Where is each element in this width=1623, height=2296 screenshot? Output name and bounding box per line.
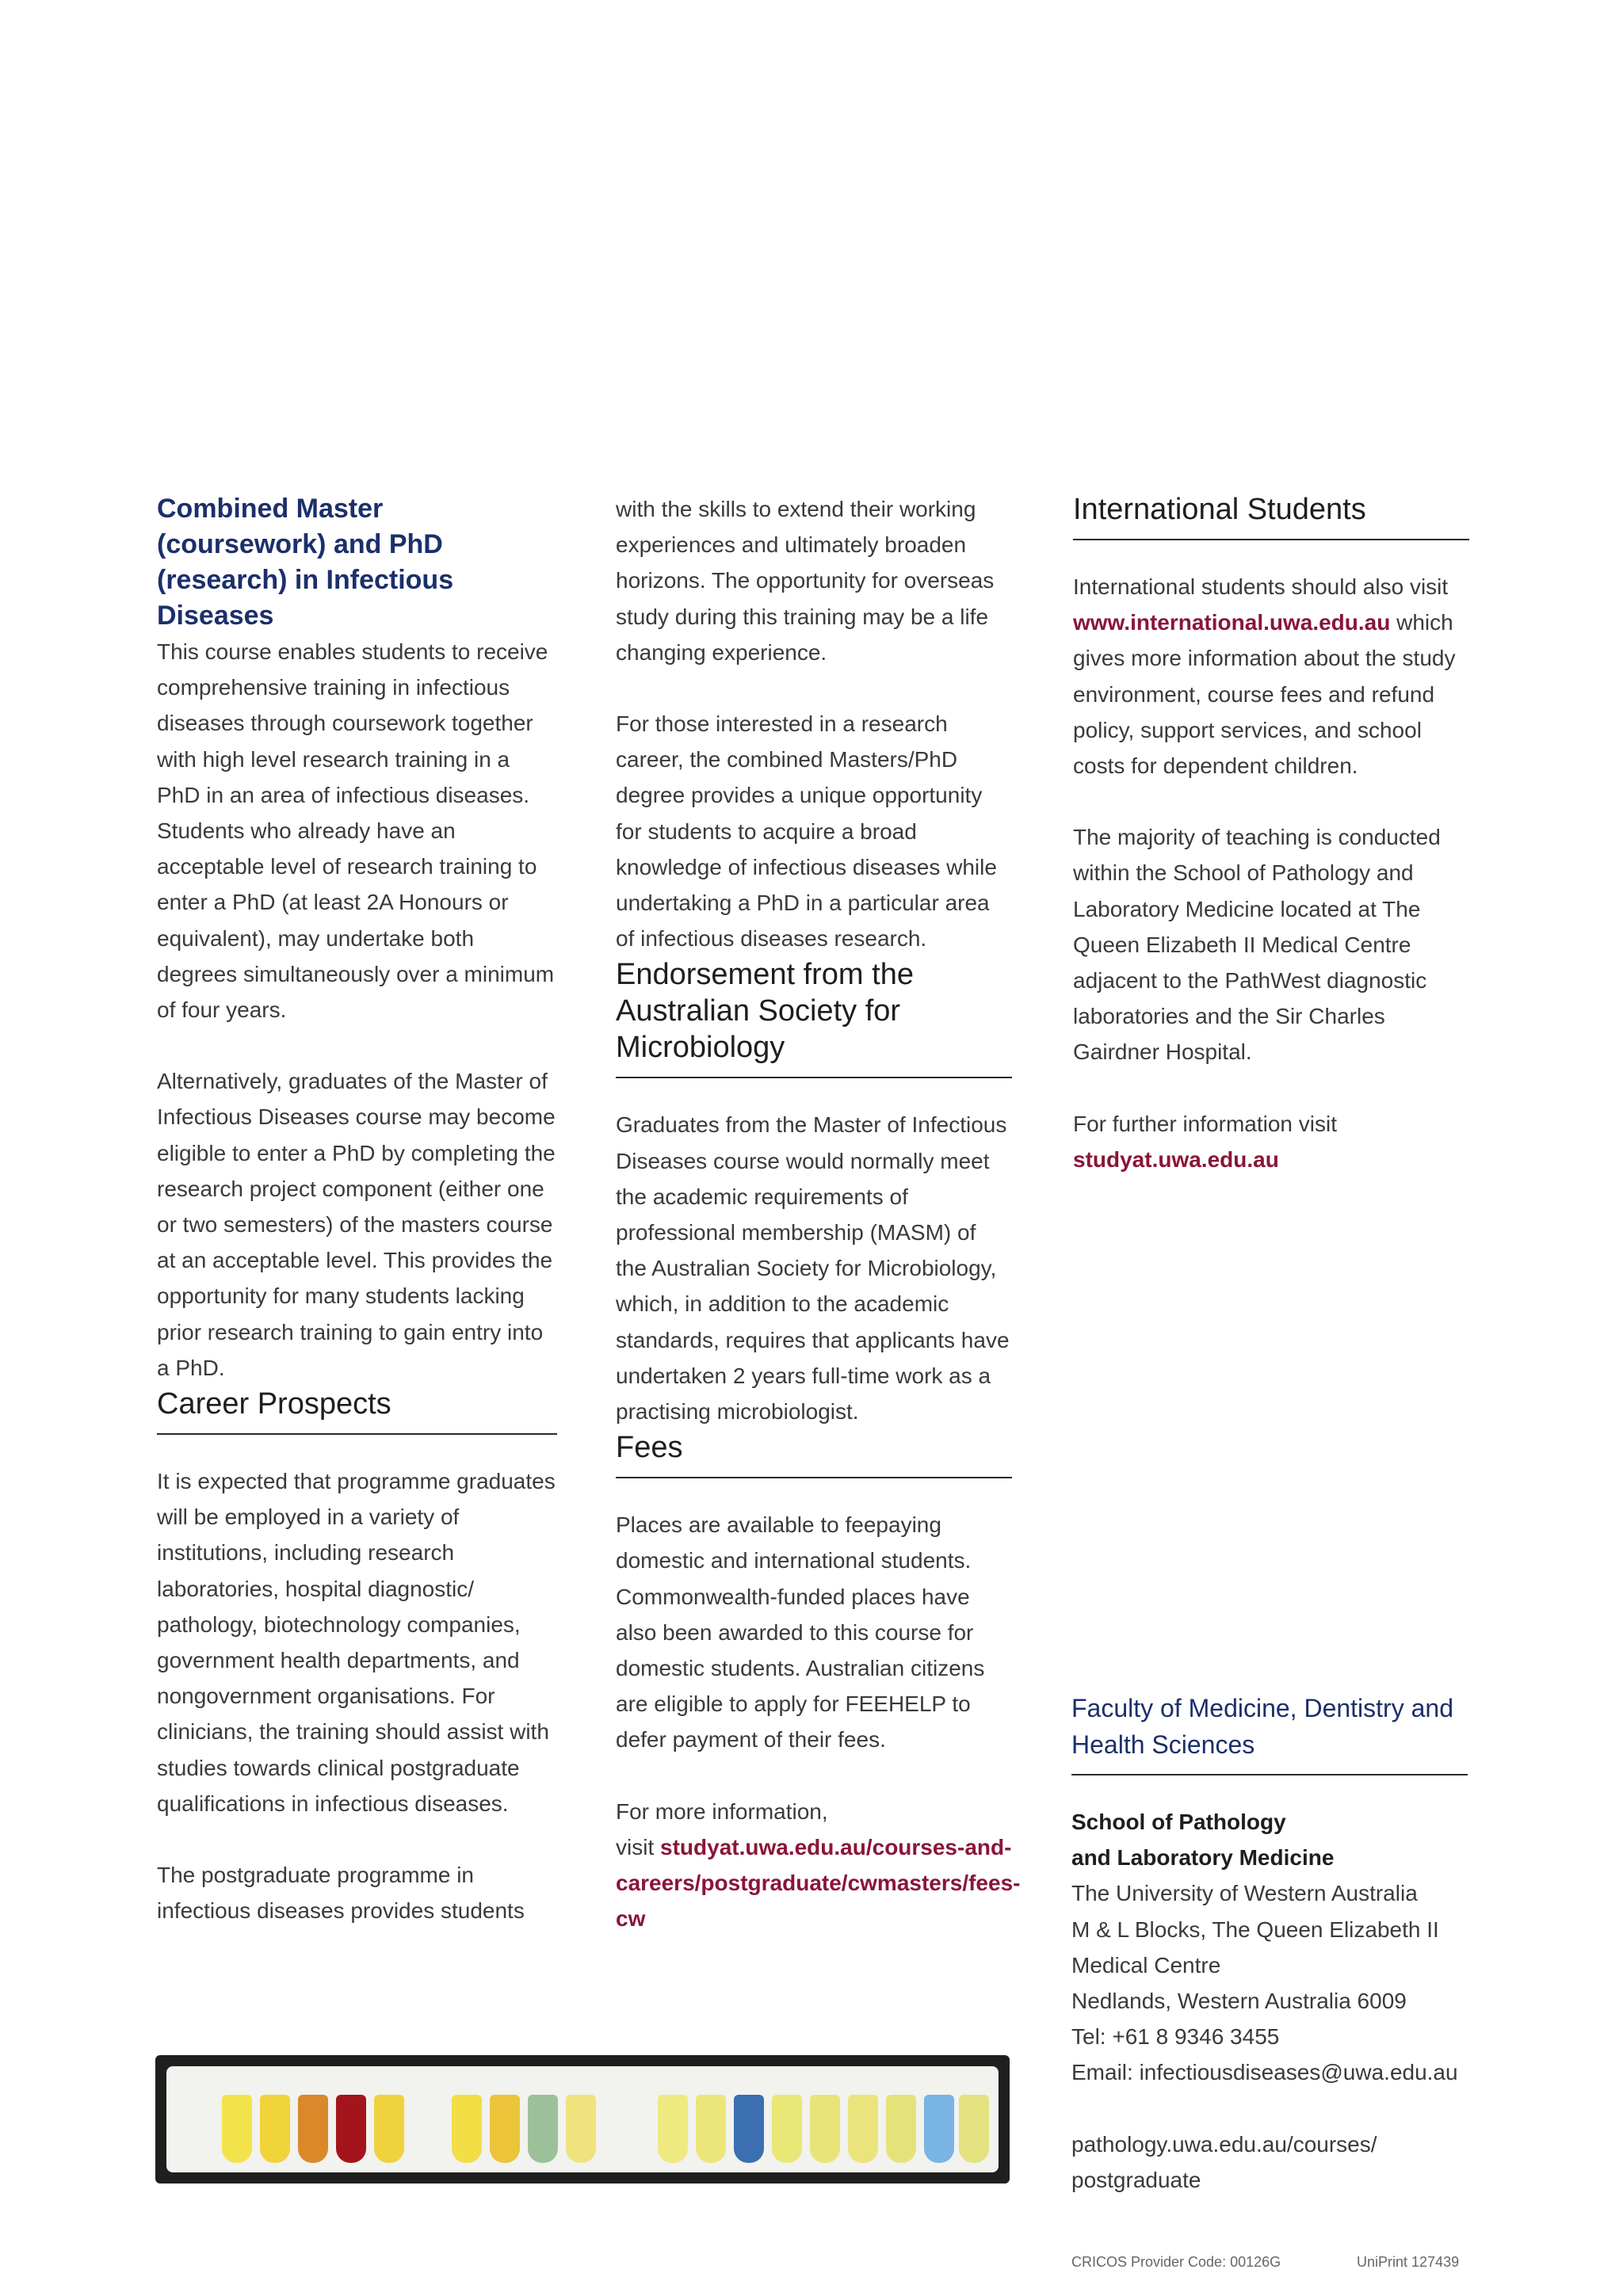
section-divider [616, 1477, 1012, 1478]
combined-course-heading: Combined Master (coursework) and PhD (research) in Infectious Diseases [157, 494, 454, 631]
international-text-a: International students should also visit [1073, 574, 1449, 599]
section-divider [616, 1077, 1012, 1078]
address-line-4: Nedlands, Western Australia 6009 [1071, 1989, 1407, 2014]
international-students-heading: International Students [1073, 493, 1366, 526]
endorsement-heading: Endorsement from the Australian Society for Microbiology [616, 958, 914, 1065]
career-continued-paragraph: with the skills to extend their working experiences and ultimately broaden horizons. The opportunity for overseas study during this training may be a life changing experience. [616, 497, 995, 665]
section-divider [157, 1433, 557, 1435]
test-tube [298, 2095, 328, 2163]
test-tube [734, 2095, 764, 2163]
test-tube [886, 2095, 916, 2163]
fees-paragraph: Places are available to feepaying domestic and international students. Commonwealth-funded places have also been awarded to this course for domestic students. Australian citizens are eligible to apply for FEEHELP to defer payment of their fees. [616, 1512, 985, 1753]
teaching-paragraph: The majority of teaching is conducted within the School of Pathology and Laboratory Medicine located at The Queen Elizabeth II Medical Centre adjacent to the PathWest diagnostic laboratories and the Sir Charles Gairdner Hospital. [1073, 825, 1441, 1065]
website-line-2: postgraduate [1071, 2167, 1201, 2192]
column-right [1073, 491, 1469, 1177]
address-line-2: M & L Blocks, The Queen Elizabeth II [1071, 1917, 1439, 1942]
test-tube [848, 2095, 878, 2163]
combined-course-paragraph-2: Alternatively, graduates of the Master of Infectious Diseases course may become eligible to enter a PhD by completing the research project component (either one or two semesters) of the masters course at an acceptable level. This provides the opportunity for many students lacking prior research training to gain entry into a PhD. [157, 1069, 556, 1380]
more-info-line: For more information, [616, 1798, 828, 1824]
test-tube [452, 2095, 482, 2163]
studyat-link[interactable]: studyat.uwa.edu.au [1073, 1146, 1279, 1172]
email: Email: infectiousdiseases@uwa.edu.au [1071, 2060, 1458, 2085]
school-name-line-1: School of Pathology [1071, 1810, 1286, 1834]
test-tube [696, 2095, 726, 2163]
test-tube [658, 2095, 688, 2163]
international-text-b: which gives more information about the study environment, course fees and refund policy, support services, and school costs for dependent children. [1073, 610, 1456, 779]
tube-rack [166, 2066, 999, 2172]
further-info-link-line [1073, 1142, 1469, 1177]
test-tube [336, 2095, 366, 2163]
cricos-code: CRICOS Provider Code: 00126G [1071, 2254, 1281, 2270]
test-tube [490, 2095, 520, 2163]
column-middle [616, 491, 1021, 1937]
telephone: Tel: +61 8 9346 3455 [1071, 2024, 1280, 2050]
section-divider [1071, 1774, 1468, 1775]
career-prospects-paragraph-1: It is expected that programme graduates will be employed in a variety of institutions, including research laboratories, hospital diagnostic/ pathology, biotechnology companies, government health departments, and nongovernment organisations. For clinicians, the training should assist with studies towards clinical postgraduate qualifications in infectious diseases. [157, 1469, 556, 1816]
test-tube [528, 2095, 558, 2163]
website-line-1: pathology.uwa.edu.au/courses/ [1071, 2131, 1377, 2157]
test-tube [222, 2095, 252, 2163]
international-link[interactable]: www.international.uwa.edu.au [1073, 610, 1391, 635]
visit-text: visit [616, 1834, 655, 1859]
test-tube [810, 2095, 840, 2163]
faculty-contact-block [1071, 1690, 1468, 2198]
international-paragraph [1073, 569, 1469, 784]
school-name-line-2: and Laboratory Medicine [1071, 1845, 1335, 1871]
faculty-heading: Faculty of Medicine, Dentistry and Health Sciences [1071, 1694, 1453, 1759]
career-prospects-paragraph-2: The postgraduate programme in infectious diseases provides students [157, 1863, 525, 1924]
address-line-1: The University of Western Australia [1071, 1881, 1418, 1906]
career-prospects-heading: Career Prospects [157, 1387, 391, 1421]
fees-heading: Fees [616, 1431, 683, 1465]
uniprint-code: UniPrint 127439 [1357, 2254, 1460, 2270]
test-tube [260, 2095, 290, 2163]
endorsement-paragraph: Graduates from the Master of Infectious Diseases course would normally meet the academic requirements of professional membership (MASM) of the Australian Society for Microbiology, which, in addition to the academic standards, requires that applicants have undertaken 2 years full-time work as a practising microbiologist. [616, 1112, 1010, 1425]
research-career-paragraph: For those interested in a research career, the combined Masters/PhD degree provides a unique opportunity for students to acquire a broad knowledge of infectious diseases while undertaking a PhD in a particular area of infectious diseases research. [616, 711, 997, 952]
address-line-3: Medical Centre [1071, 1952, 1221, 1978]
further-info-line: For further information visit [1073, 1111, 1337, 1136]
combined-course-paragraph-1: This course enables students to receive comprehensive training in infectious diseases through coursework together with high level research training in a PhD in an area of infectious diseases. Students who already have an acceptable level of research training to enter a PhD (at least 2A Honours or equivalent), may undertake both degrees simultaneously over a minimum of four years. [157, 639, 555, 1023]
test-tube [772, 2095, 802, 2163]
test-tube [924, 2095, 954, 2163]
test-tube [566, 2095, 596, 2163]
test-tube [959, 2095, 989, 2163]
test-tube [374, 2095, 404, 2163]
section-divider [1073, 539, 1469, 540]
fees-link[interactable]: studyat.uwa.edu.au/courses-and-careers/postgraduate/cwmasters/fees-cw [616, 1834, 1021, 1932]
fees-link-paragraph [616, 1829, 1021, 1937]
test-tube-rack-photo [155, 2055, 1010, 2183]
column-left [157, 491, 557, 1929]
